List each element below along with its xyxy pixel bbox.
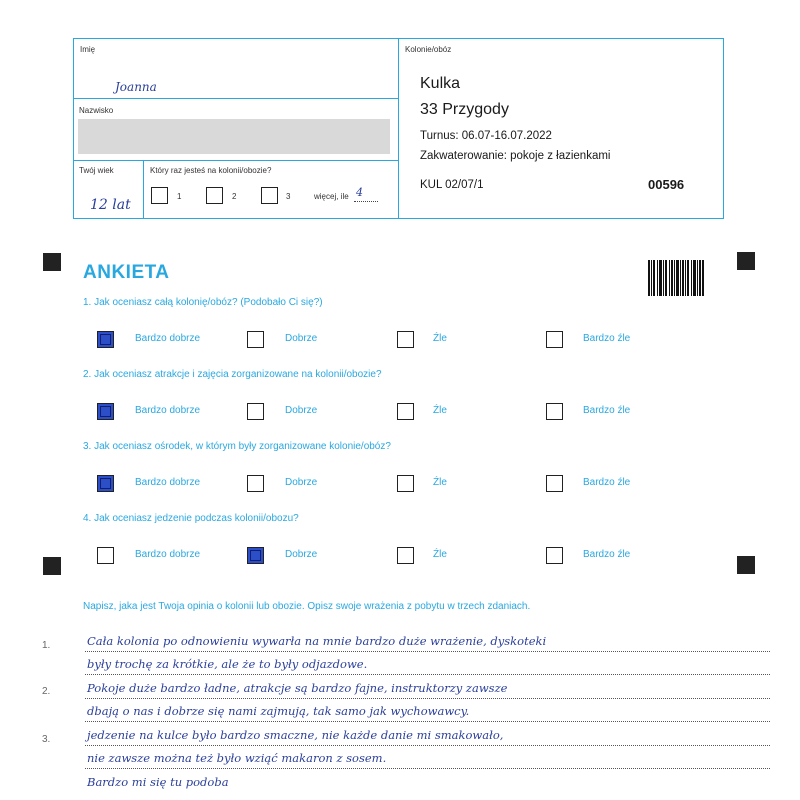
times-label: Który raz jesteś na kolonii/obozie? [150,166,272,175]
age-divider [143,160,144,218]
question-2-option-1-label: Bardzo dobrze [135,405,201,416]
age-value: 12 lat [90,197,131,213]
question-3-option-1-checkbox[interactable] [97,475,114,492]
question-4-option-4-checkbox[interactable] [546,547,563,564]
form-number: 00596 [648,177,685,192]
answer-text-2: były trochę za krótkie, ale że to były odjazdowe. [87,657,368,671]
surname-redaction [78,119,390,154]
opinion-number-1: 1. [42,640,51,651]
times-option-1: 1 [177,192,182,201]
camp-name: Kulka [420,75,461,92]
times-checkbox-2[interactable] [206,187,223,204]
answer-text-7: Bardzo mi się tu podoba [87,775,229,789]
question-3-option-4-checkbox[interactable] [546,475,563,492]
age-label: Twój wiek [79,166,114,175]
question-3-option-4-label: Bardzo źle [583,477,631,488]
question-3-option-3-checkbox[interactable] [397,475,414,492]
answer-line-5 [85,745,770,746]
answer-line-4 [85,721,770,722]
name-label: Imię [80,45,96,54]
more-label: więcej, ile [314,192,349,201]
question-4-option-3-checkbox[interactable] [397,547,414,564]
question-3-text: 3. Jak oceniasz ośrodek, w którym były zorganizowane kolonie/obóz? [83,441,391,452]
camp-label: Kolonie/obóz [405,45,452,54]
question-1-option-2-label: Dobrze [285,333,318,344]
camp-program: 33 Przygody [420,101,509,118]
accommodation: Zakwaterowanie: pokoje z łazienkami [420,150,611,162]
question-1-text: 1. Jak oceniasz całą kolonię/obóz? (Podobało Ci się?) [83,297,323,308]
turnus: Turnus: 06.07-16.07.2022 [420,130,552,142]
question-1-option-4-label: Bardzo źle [583,333,631,344]
more-value: 4 [356,186,363,199]
times-option-3: 3 [286,192,291,201]
registration-marker-top-left [43,253,61,271]
question-2-option-2-checkbox[interactable] [247,403,264,420]
header-line-1 [73,98,399,99]
question-4-option-3-label: Źle [433,549,447,560]
answer-text-1: Cała kolonia po odnowieniu wywarła na mnie bardzo duże wrażenie, dyskoteki [87,634,547,648]
times-option-2: 2 [232,192,237,201]
question-2-option-3-checkbox[interactable] [397,403,414,420]
question-2-option-1-checkbox[interactable] [97,403,114,420]
answer-text-6: nie zawsze można też było wziąć makaron z sosem. [87,751,387,765]
question-1-option-1-label: Bardzo dobrze [135,333,201,344]
question-2-option-3-label: Źle [433,405,447,416]
opinion-prompt: Napisz, jaka jest Twoja opinia o kolonii lub obozie. Opisz swoje wrażenia z pobytu w trzech zdaniach. [83,601,531,612]
question-3-option-3-label: Źle [433,477,447,488]
question-2-option-4-checkbox[interactable] [546,403,563,420]
question-3-option-2-label: Dobrze [285,477,318,488]
question-4-option-1-label: Bardzo dobrze [135,549,201,560]
camp-code: KUL 02/07/1 [420,179,484,191]
question-4-option-2-label: Dobrze [285,549,318,560]
survey-title: ANKIETA [83,262,170,283]
registration-marker-bottom-left [43,557,61,575]
answer-line-3 [85,698,770,699]
registration-marker-bottom-right [737,556,755,574]
more-dotted-line [354,201,378,202]
question-4-option-4-label: Bardzo źle [583,549,631,560]
answer-text-5: jedzenie na kulce było bardzo smaczne, nie każde danie mi smakowało, [87,728,504,742]
question-1-option-3-label: Źle [433,333,447,344]
question-1-option-4-checkbox[interactable] [546,331,563,348]
question-1-option-2-checkbox[interactable] [247,331,264,348]
question-2-option-4-label: Bardzo źle [583,405,631,416]
header-line-2 [73,160,399,161]
answer-text-3: Pokoje duże bardzo ładne, atrakcje są bardzo fajne, instruktorzy zawsze [87,681,508,695]
question-4-text: 4. Jak oceniasz jedzenie podczas kolonii/obozu? [83,513,299,524]
question-1-option-3-checkbox[interactable] [397,331,414,348]
question-2-text: 2. Jak oceniasz atrakcje i zajęcia zorganizowane na kolonii/obozie? [83,369,382,380]
opinion-number-2: 2. [42,686,51,697]
answer-line-6 [85,768,770,769]
question-2-option-2-label: Dobrze [285,405,318,416]
question-1-option-1-checkbox[interactable] [97,331,114,348]
name-value: Joanna [115,80,157,94]
barcode [648,260,704,296]
answer-text-4: dbają o nas i dobrze się nami zajmują, tak samo jak wychowawcy. [87,704,470,718]
opinion-number-3: 3. [42,734,51,745]
header-divider [398,38,399,219]
surname-label: Nazwisko [79,106,114,115]
question-4-option-2-checkbox[interactable] [247,547,264,564]
question-3-option-2-checkbox[interactable] [247,475,264,492]
registration-marker-top-right [737,252,755,270]
question-3-option-1-label: Bardzo dobrze [135,477,201,488]
times-checkbox-1[interactable] [151,187,168,204]
times-checkbox-3[interactable] [261,187,278,204]
answer-line-2 [85,674,770,675]
question-4-option-1-checkbox[interactable] [97,547,114,564]
answer-line-1 [85,651,770,652]
